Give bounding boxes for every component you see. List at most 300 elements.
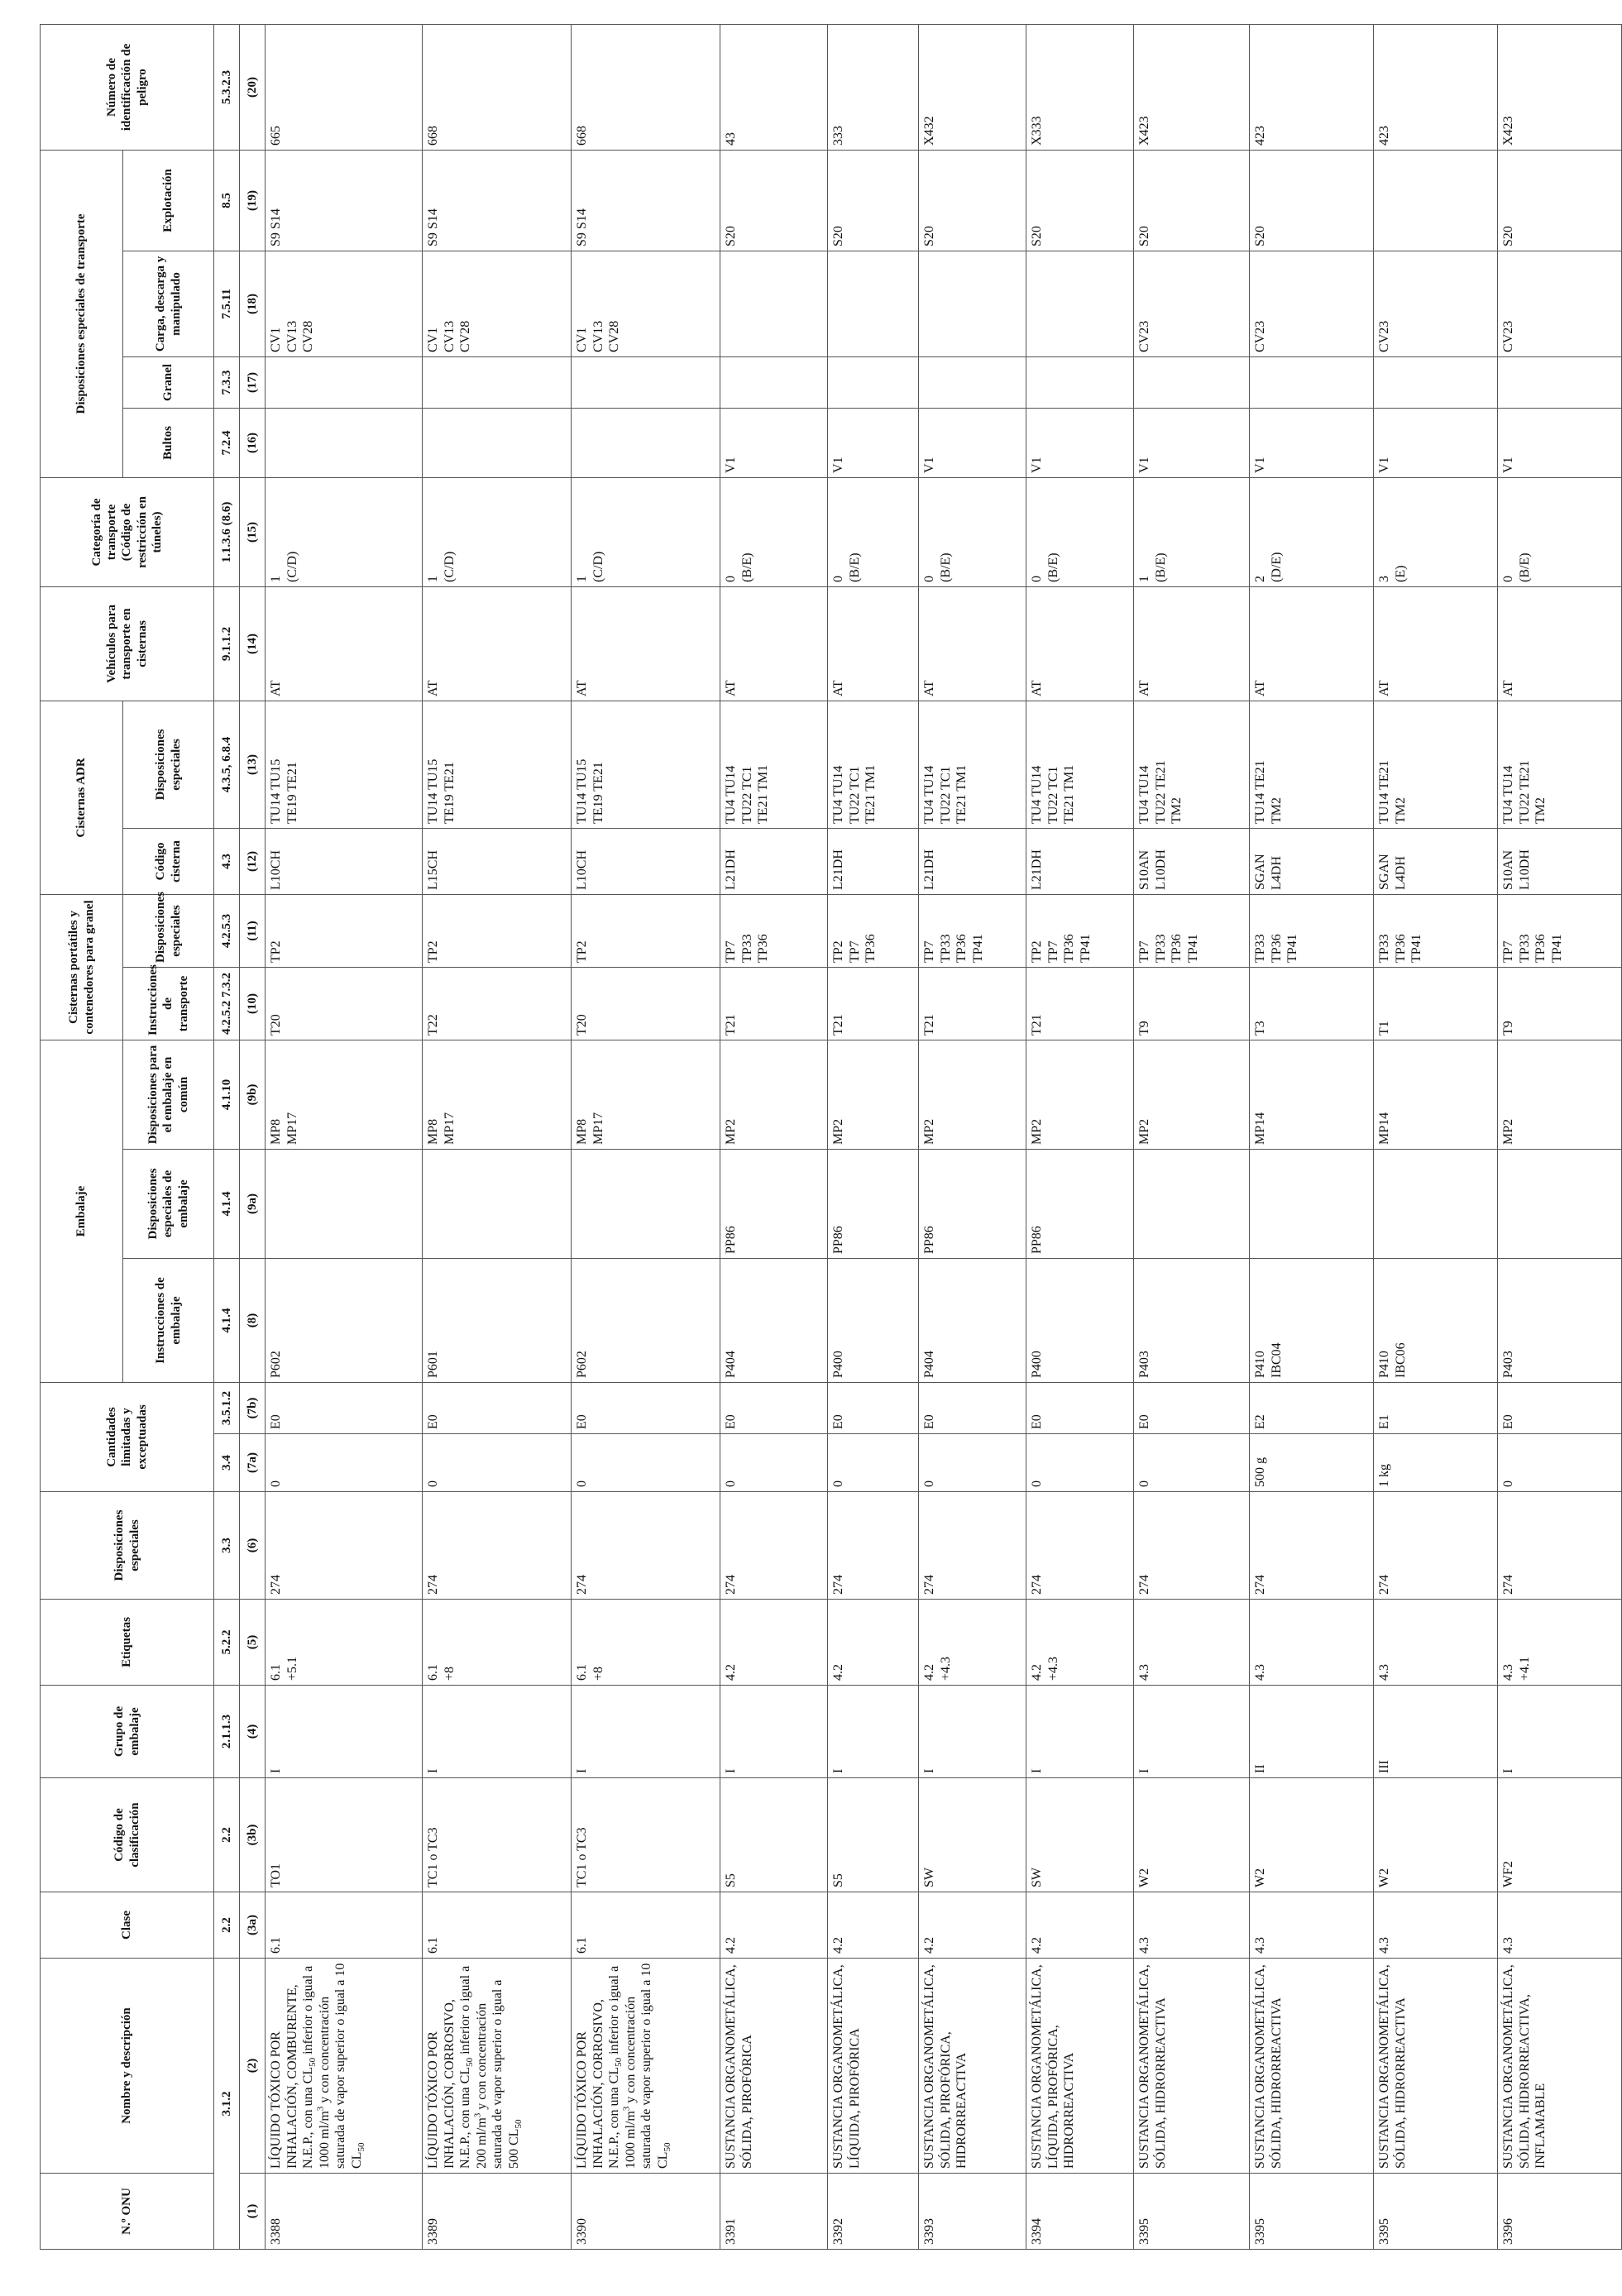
cell-c19: S20	[1134, 150, 1250, 251]
cell-c16: V1	[1498, 408, 1622, 477]
cell-c7b: E0	[1026, 1383, 1134, 1434]
cell-c20: 668	[423, 24, 572, 150]
cell-c18: CV1 CV13 CV28	[572, 251, 720, 356]
cell-c19: S20	[1250, 150, 1374, 251]
table-row	[1250, 24, 1374, 2249]
cell-c7a: 0	[266, 1434, 423, 1492]
ref-cell: 2.2	[214, 1892, 240, 1959]
cell-c9b: MP2	[1026, 1040, 1134, 1149]
name-text: y con concentración saturada de vapor superior o igual a 500 CL	[474, 1979, 521, 2169]
cell-c6: 274	[1026, 1492, 1134, 1600]
cell-c3a: 4.3	[1498, 1892, 1622, 1959]
cell-c4: I	[572, 1686, 720, 1778]
cell-c10: T21	[828, 967, 919, 1040]
cell-c15: 0 (B/E)	[919, 477, 1026, 586]
un-number-cell: 3395	[1374, 2174, 1498, 2250]
name-text: SUSTANCIA ORGANOMETÁLICA, LÍQUIDA, PIROFÓRICA	[831, 1964, 862, 2169]
cell-c12: L10CH	[266, 828, 423, 894]
cell-c5: 4.3	[1134, 1600, 1250, 1686]
cell-c17	[1374, 356, 1498, 408]
header-loading: Carga, descarga y manipulado	[123, 251, 214, 356]
un-number-cell: 3389	[423, 2174, 572, 2250]
name-text: y con concentración saturada de vapor superior o igual a 10 CL	[623, 1963, 670, 2169]
cell-c7a: 0	[572, 1434, 720, 1492]
cell-c17	[919, 356, 1026, 408]
cell-c13: TU14 TU15 TE19 TE21	[572, 701, 720, 828]
cell-c6: 274	[1250, 1492, 1374, 1600]
cell-c13: TU4 TU14 TU22 TC1 TE21 TM1	[1026, 701, 1134, 828]
cell-c13: TU4 TU14 TU22 TC1 TE21 TM1	[919, 701, 1026, 828]
header-tank-code: Código cisterna	[123, 828, 214, 894]
column-number-row	[240, 24, 266, 2249]
cell-c6: 274	[1498, 1492, 1622, 1600]
cell-c9a: PP86	[1026, 1150, 1134, 1259]
ref-cell: 7.2.4	[214, 408, 240, 477]
name-index-text: 3	[472, 2112, 483, 2118]
cell-c14: AT	[1134, 586, 1250, 701]
un-number-cell: 3396	[1498, 2174, 1622, 2250]
name-text: SUSTANCIA ORGANOMETÁLICA, LÍQUIDA, PIROFÓRICA, HIDRORREACTIVA	[1030, 1964, 1077, 2169]
ref-cell: 3.5.1.2	[214, 1383, 240, 1434]
cell-c7b: E0	[1134, 1383, 1250, 1434]
cell-c4: I	[1498, 1686, 1622, 1778]
cell-c16: V1	[1374, 408, 1498, 477]
cell-c17	[1134, 356, 1250, 408]
cell-c7a: 0	[1498, 1434, 1622, 1492]
col-num: (2)	[240, 1959, 266, 2174]
ref-cell: 5.3.2.3	[214, 24, 240, 150]
table-row	[1134, 24, 1250, 2249]
cell-c9a	[423, 1150, 572, 1259]
cell-c11: TP2 TP7 TP36 TP41	[1026, 894, 1134, 967]
cell-c15: 0 (B/E)	[1498, 477, 1622, 586]
cell-c6: 274	[1374, 1492, 1498, 1600]
name-cell	[720, 1959, 828, 2174]
cell-c16: V1	[1026, 408, 1134, 477]
ref-cell: 4.1.4	[214, 1259, 240, 1383]
name-text: y con concentración saturada de vapor superior o igual a 10 CL	[317, 1963, 364, 2169]
cell-c8: P602	[572, 1259, 720, 1383]
cell-c17	[572, 356, 720, 408]
cell-c15: 0 (B/E)	[828, 477, 919, 586]
cell-c10: T21	[720, 967, 828, 1040]
table-row	[720, 24, 828, 2249]
name-text: inferior o igual a 1000 ml/m	[607, 1965, 638, 2169]
cell-c18: CV1 CV13 CV28	[266, 251, 423, 356]
cell-c10: T21	[1026, 967, 1134, 1040]
cell-c11: TP2 TP7 TP36	[828, 894, 919, 967]
name-cell	[1498, 1959, 1622, 2174]
ref-cell: 7.3.3	[214, 356, 240, 408]
cell-c7b: E0	[919, 1383, 1026, 1434]
cell-c6: 274	[266, 1492, 423, 1600]
cell-c17	[1250, 356, 1374, 408]
cell-c3a: 4.2	[919, 1892, 1026, 1959]
cell-c20: 423	[1374, 24, 1498, 150]
header-special-transport: Disposiciones especiales de transporte	[41, 150, 123, 477]
cell-c18: CV23	[1498, 251, 1622, 356]
cell-c18	[1026, 251, 1134, 356]
cell-c9a	[1498, 1150, 1622, 1259]
cell-c13: TU14 TE21 TM2	[1374, 701, 1498, 828]
cell-c12: L15CH	[423, 828, 572, 894]
cell-c10: T21	[919, 967, 1026, 1040]
cell-c8: P400	[1026, 1259, 1134, 1383]
cell-c18	[919, 251, 1026, 356]
name-text: LÍQUIDO TÓXICO POR INHALACIÓN, CORROSIVO, N.E.P., con una CL	[575, 1999, 622, 2169]
cell-c5: 4.3 +4.1	[1498, 1600, 1622, 1686]
cell-c8: P602	[266, 1259, 423, 1383]
cell-c7b: E0	[423, 1383, 572, 1434]
cell-c20: 43	[720, 24, 828, 150]
cell-c12: L21DH	[919, 828, 1026, 894]
cell-c5: 6.1 +8	[423, 1600, 572, 1686]
cell-c14: AT	[1498, 586, 1622, 701]
header-portable-tanks: Cisternas portátiles y contenedores para granel	[41, 894, 123, 1040]
table-row	[919, 24, 1026, 2249]
header-hazard-id: Número de identificación de peligro	[41, 24, 214, 150]
cell-c7a: 0	[1134, 1434, 1250, 1492]
name-cell	[828, 1959, 919, 2174]
cell-c20: 668	[572, 24, 720, 150]
cell-c3b: S5	[828, 1778, 919, 1892]
cell-c18: CV23	[1134, 251, 1250, 356]
cell-c3b: TO1	[266, 1778, 423, 1892]
cell-c5: 6.1 +8	[572, 1600, 720, 1686]
cell-c11: TP7 TP33 TP36 TP41	[1498, 894, 1622, 967]
cell-c16	[423, 408, 572, 477]
cell-c19: S20	[919, 150, 1026, 251]
cell-c8: P404	[919, 1259, 1026, 1383]
cell-c5: 4.3	[1374, 1600, 1498, 1686]
cell-c6: 274	[720, 1492, 828, 1600]
cell-c19: S9 S14	[572, 150, 720, 251]
cell-c9a	[572, 1150, 720, 1259]
cell-c16: V1	[1250, 408, 1374, 477]
col-num: (3a)	[240, 1892, 266, 1959]
cell-c7b: E0	[828, 1383, 919, 1434]
cell-c14: AT	[919, 586, 1026, 701]
ref-cell: 4.3	[214, 828, 240, 894]
name-cell	[1374, 1959, 1498, 2174]
header-tank-instructions: Instrucciones de transporte	[123, 967, 214, 1040]
name-text: SUSTANCIA ORGANOMETÁLICA, SÓLIDA, HIDRORREACTIVA	[1137, 1964, 1168, 2169]
cell-c11: TP33 TP36 TP41	[1250, 894, 1374, 967]
cell-c14: AT	[1374, 586, 1498, 701]
un-number-cell: 3395	[1250, 2174, 1374, 2250]
name-cell	[1134, 1959, 1250, 2174]
name-index-text: 50	[513, 2119, 524, 2129]
name-text: LÍQUIDO TÓXICO POR INHALACIÓN, CORROSIVO, N.E.P., con una CL	[426, 1999, 473, 2169]
cell-c5: 6.1 +5.1	[266, 1600, 423, 1686]
cell-c7a: 0	[423, 1434, 572, 1492]
header-vehicle: Vehículos para transporte en cisternas	[41, 586, 214, 701]
cell-c14: AT	[572, 586, 720, 701]
name-index-text: 3	[315, 2106, 326, 2112]
col-num: (9a)	[240, 1150, 266, 1259]
header-adr-special: Disposiciones especiales	[123, 701, 214, 828]
cell-c3a: 4.2	[828, 1892, 919, 1959]
cell-c4: I	[423, 1686, 572, 1778]
table-row	[266, 24, 423, 2249]
table-row	[1026, 24, 1134, 2249]
cell-c9a: PP86	[919, 1150, 1026, 1259]
cell-c14: AT	[423, 586, 572, 701]
col-num: (7a)	[240, 1434, 266, 1492]
cell-c3a: 6.1	[266, 1892, 423, 1959]
cell-c4: II	[1250, 1686, 1374, 1778]
cell-c13: TU4 TU14 TU22 TE21 TM2	[1134, 701, 1250, 828]
name-index-text: 3	[621, 2106, 632, 2112]
col-num: (5)	[240, 1600, 266, 1686]
cell-c20: 665	[266, 24, 423, 150]
cell-c14: AT	[266, 586, 423, 701]
cell-c9b: MP2	[1134, 1040, 1250, 1149]
cell-c5: 4.3	[1250, 1600, 1374, 1686]
cell-c19	[1374, 150, 1498, 251]
un-number-cell: 3390	[572, 2174, 720, 2250]
cell-c13: TU14 TU15 TE19 TE21	[266, 701, 423, 828]
cell-c14: AT	[1026, 586, 1134, 701]
header-operation: Explotación	[123, 150, 214, 251]
cell-c3a: 4.3	[1134, 1892, 1250, 1959]
name-text: SUSTANCIA ORGANOMETÁLICA, SÓLIDA, HIDRORREACTIVA, INFLAMABLE	[1501, 1964, 1548, 2169]
name-text: SUSTANCIA ORGANOMETÁLICA, SÓLIDA, HIDRORREACTIVA	[1253, 1964, 1284, 2169]
header-class: Clase	[41, 1892, 214, 1959]
cell-c9b: MP2	[828, 1040, 919, 1149]
cell-c11: TP7 TP33 TP36 TP41	[919, 894, 1026, 967]
cell-c15: 1 (C/D)	[423, 477, 572, 586]
cell-c16: V1	[828, 408, 919, 477]
ref-cell: 4.2.5.2 7.3.2	[214, 967, 240, 1040]
un-number-cell: 3395	[1134, 2174, 1250, 2250]
cell-c4: I	[919, 1686, 1026, 1778]
cell-c10: T3	[1250, 967, 1374, 1040]
col-num: (15)	[240, 477, 266, 586]
col-num: (8)	[240, 1259, 266, 1383]
name-cell	[919, 1959, 1026, 2174]
col-num: (20)	[240, 24, 266, 150]
cell-c12: L10CH	[572, 828, 720, 894]
cell-c16	[572, 408, 720, 477]
un-number-cell: 3393	[919, 2174, 1026, 2250]
header-special-provisions: Disposiciones especiales	[41, 1492, 214, 1600]
cell-c16: V1	[919, 408, 1026, 477]
header-name: Nombre y descripción	[41, 1959, 214, 2174]
un-number-cell: 3388	[266, 2174, 423, 2250]
cell-c3a: 4.2	[720, 1892, 828, 1959]
cell-c17	[1498, 356, 1622, 408]
name-index-text: 50	[308, 2057, 318, 2067]
ref-cell: 4.2.5.3	[214, 894, 240, 967]
col-num: (17)	[240, 356, 266, 408]
col-num: (6)	[240, 1492, 266, 1600]
col-num: (7b)	[240, 1383, 266, 1434]
cell-c5: 4.2 +4.3	[1026, 1600, 1134, 1686]
cell-c10: T1	[1374, 967, 1498, 1040]
cell-c19: S9 S14	[266, 150, 423, 251]
table-row	[828, 24, 919, 2249]
cell-c8: P410 IBC06	[1374, 1259, 1498, 1383]
cell-c7a: 0	[919, 1434, 1026, 1492]
cell-c8: P400	[828, 1259, 919, 1383]
cell-c3b: WF2	[1498, 1778, 1622, 1892]
cell-c3b: W2	[1250, 1778, 1374, 1892]
cell-c11: TP33 TP36 TP41	[1374, 894, 1498, 967]
cell-c17	[1026, 356, 1134, 408]
header-limited-quantities: Cantidades limitadas y exceptuadas	[41, 1383, 214, 1492]
cell-c3b: S5	[720, 1778, 828, 1892]
header-special-packing: Disposiciones especiales de embalaje	[123, 1150, 214, 1259]
col-num: (16)	[240, 408, 266, 477]
ref-cell: 3.4	[214, 1434, 240, 1492]
header-packaging: Embalaje	[41, 1040, 123, 1382]
cell-c9b: MP2	[720, 1040, 828, 1149]
un-number-cell: 3392	[828, 2174, 919, 2250]
un-number-cell: 3391	[720, 2174, 828, 2250]
cell-c15: 2 (D/E)	[1250, 477, 1374, 586]
cell-c19: S20	[828, 150, 919, 251]
cell-c7a: 0	[1026, 1434, 1134, 1492]
cell-c18	[720, 251, 828, 356]
ref-cell: 4.3.5, 6.8.4	[214, 701, 240, 828]
cell-c13: TU4 TU14 TU22 TE21 TM2	[1498, 701, 1622, 828]
cell-c12: L21DH	[720, 828, 828, 894]
cell-c11: TP2	[266, 894, 423, 967]
cell-c9a	[1374, 1150, 1498, 1259]
cell-c7b: E2	[1250, 1383, 1374, 1434]
cell-c15: 0 (B/E)	[720, 477, 828, 586]
name-cell	[423, 1959, 572, 2174]
col-num: (9b)	[240, 1040, 266, 1149]
cell-c8: P404	[720, 1259, 828, 1383]
cell-c9a	[1250, 1150, 1374, 1259]
col-num: (13)	[240, 701, 266, 828]
ref-cell: 2.2	[214, 1778, 240, 1892]
header-labels: Etiquetas	[41, 1600, 214, 1686]
ref-cell: 8.5	[214, 150, 240, 251]
ref-cell: 5.2.2	[214, 1600, 240, 1686]
name-index-text: 50	[662, 2142, 672, 2152]
cell-c19: S20	[1026, 150, 1134, 251]
cell-c12: SGAN L4DH	[1250, 828, 1374, 894]
cell-c20: X333	[1026, 24, 1134, 150]
cell-c3b: W2	[1134, 1778, 1250, 1892]
cell-c10: T22	[423, 967, 572, 1040]
cell-c9a	[1134, 1150, 1250, 1259]
cell-c15: 1 (C/D)	[266, 477, 423, 586]
cell-c20: 333	[828, 24, 919, 150]
name-index-text: 50	[465, 2057, 476, 2067]
cell-c3b: TC1 o TC3	[572, 1778, 720, 1892]
header-adr-tanks: Cisternas ADR	[41, 701, 123, 894]
cell-c9a: PP86	[828, 1150, 919, 1259]
cell-c13: TU4 TU14 TU22 TC1 TE21 TM1	[720, 701, 828, 828]
col-num: (1)	[240, 2174, 266, 2250]
cell-c9b: MP8 MP17	[266, 1040, 423, 1149]
cell-c14: AT	[828, 586, 919, 701]
cell-c12: SGAN L4DH	[1374, 828, 1498, 894]
cell-c18: CV1 CV13 CV28	[423, 251, 572, 356]
ref-cell: 3.1.2	[214, 1959, 240, 2250]
reference-row	[214, 24, 240, 2249]
cell-c13: TU14 TU15 TE19 TE21	[423, 701, 572, 828]
col-num: (18)	[240, 251, 266, 356]
cell-c13: TU14 TE21 TM2	[1250, 701, 1374, 828]
cell-c7b: E0	[720, 1383, 828, 1434]
cell-c14: AT	[1250, 586, 1374, 701]
header-transport-category: Categoría de transporte (Código de restricción en túneles)	[41, 477, 214, 586]
col-num: (4)	[240, 1686, 266, 1778]
ref-cell: 4.1.10	[214, 1040, 240, 1149]
cell-c11: TP7 TP33 TP36 TP41	[1134, 894, 1250, 967]
cell-c16	[266, 408, 423, 477]
cell-c3b: TC1 o TC3	[423, 1778, 572, 1892]
cell-c7b: E0	[1498, 1383, 1622, 1434]
cell-c4: I	[828, 1686, 919, 1778]
cell-c9b: MP14	[1374, 1040, 1498, 1149]
ref-cell: 7.5.11	[214, 251, 240, 356]
col-num: (11)	[240, 894, 266, 967]
cell-c20: 423	[1250, 24, 1374, 150]
cell-c5: 4.2 +4.3	[919, 1600, 1026, 1686]
cell-c9a	[266, 1150, 423, 1259]
header-bulk: Granel	[123, 356, 214, 408]
table-row	[572, 24, 720, 2249]
header-packages: Bultos	[123, 408, 214, 477]
col-num: (14)	[240, 586, 266, 701]
name-cell	[1250, 1959, 1374, 2174]
cell-c5: 4.2	[720, 1600, 828, 1686]
cell-c19: S20	[720, 150, 828, 251]
header-packing-group: Grupo de embalaje	[41, 1686, 214, 1778]
cell-c12: S10AN L10DH	[1134, 828, 1250, 894]
table-row	[423, 24, 572, 2249]
cell-c11: TP7 TP33 TP36	[720, 894, 828, 967]
cell-c20: X423	[1134, 24, 1250, 150]
cell-c15: 1 (C/D)	[572, 477, 720, 586]
cell-c6: 274	[919, 1492, 1026, 1600]
cell-c11: TP2	[423, 894, 572, 967]
cell-c18: CV23	[1374, 251, 1498, 356]
cell-c10: T9	[1498, 967, 1622, 1040]
cell-c9b: MP2	[919, 1040, 1026, 1149]
cell-c3a: 6.1	[423, 1892, 572, 1959]
cell-c4: I	[720, 1686, 828, 1778]
name-text: inferior o igual a 200 ml/m	[458, 1965, 489, 2169]
cell-c9b: MP14	[1250, 1040, 1374, 1149]
name-cell	[1026, 1959, 1134, 2174]
table-row	[1498, 24, 1622, 2249]
table-body	[266, 24, 1622, 2249]
cell-c9b: MP8 MP17	[572, 1040, 720, 1149]
cell-c4: I	[1134, 1686, 1250, 1778]
name-index-text: 50	[356, 2142, 366, 2152]
name-text: SUSTANCIA ORGANOMETÁLICA, SÓLIDA, PIROFÓRICA, HIDRORREACTIVA	[922, 1964, 969, 2169]
cell-c3b: W2	[1374, 1778, 1498, 1892]
header-packing-instructions: Instrucciones de embalaje	[123, 1259, 214, 1383]
cell-c15: 1 (B/E)	[1134, 477, 1250, 586]
cell-c3a: 4.3	[1374, 1892, 1498, 1959]
cell-c7a: 1 kg	[1374, 1434, 1498, 1492]
name-text: SUSTANCIA ORGANOMETÁLICA, SÓLIDA, HIDRORREACTIVA	[1377, 1964, 1408, 2169]
cell-c6: 274	[423, 1492, 572, 1600]
cell-c5: 4.2	[828, 1600, 919, 1686]
cell-c12: S10AN L10DH	[1498, 828, 1622, 894]
un-number-cell: 3394	[1026, 2174, 1134, 2250]
name-text: LÍQUIDO TÓXICO POR INHALACIÓN, COMBURENTE, N.E.P., con una CL	[269, 1984, 316, 2169]
header-mixed-packing: Disposiciones para el embalaje en común	[123, 1040, 214, 1149]
